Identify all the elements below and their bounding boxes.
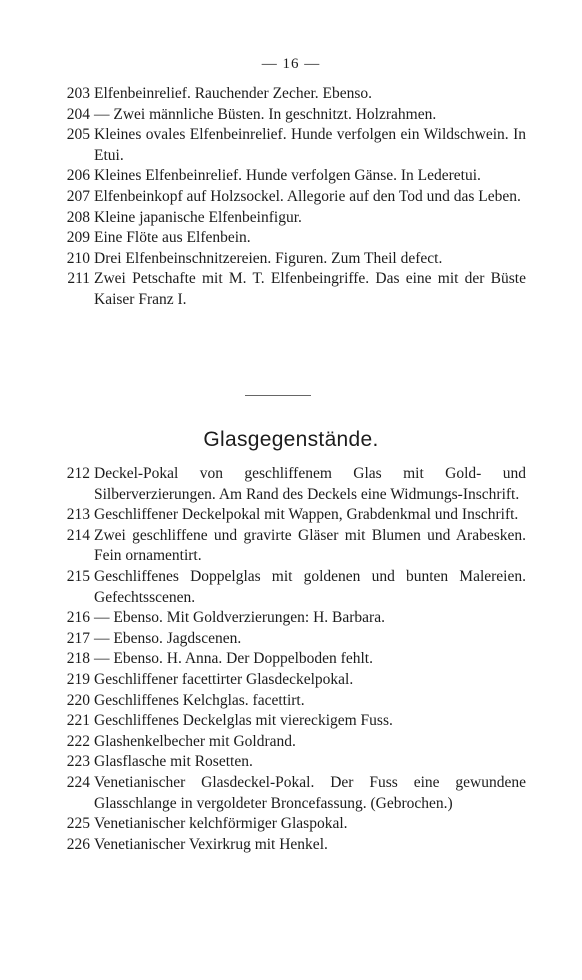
catalog-entry <box>48 526 526 567</box>
catalog-entry <box>48 187 526 208</box>
entry-number: 205 <box>66 126 90 144</box>
entry-list-glass <box>48 464 526 855</box>
entry-number: 203 <box>66 85 90 102</box>
catalog-entry <box>48 752 526 773</box>
entry-text: Drei Elfenbeinschnitzereien. Figuren. Zum Theil defect. <box>94 249 443 267</box>
entry-text: Kleines ovales Elfenbeinrelief. Hunde verfolgen ein Wildschwein. In Etui. <box>94 126 526 164</box>
entry-number: 215 <box>66 567 90 585</box>
entry-number: 221 <box>66 712 90 730</box>
catalog-entry <box>48 691 526 712</box>
entry-list-ivory <box>48 84 526 311</box>
catalog-entry <box>48 629 526 650</box>
entry-text: Elfenbeinkopf auf Holzsockel. Allegorie auf den Tod und das Leben. <box>94 187 521 205</box>
catalog-entry <box>48 814 526 835</box>
entry-number: 211 <box>67 270 90 288</box>
entry-text: Geschliffener Deckelpokal mit Wappen, Grabdenkmal und Inschrift. <box>94 506 519 524</box>
catalog-entry <box>48 567 526 608</box>
entry-text: Venetianischer Vexirkrug mit Henkel. <box>94 835 328 853</box>
entry-text: Elfenbeinrelief. Rauchender Zecher. Ebenso. <box>94 85 373 102</box>
entry-number: 219 <box>66 670 90 688</box>
catalog-entry <box>48 773 526 814</box>
catalog-entry <box>48 228 526 249</box>
entry-text: Deckel-Pokal von geschliffenem Glas mit Gold- und Silberverzierungen. Am Rand des Deckels eine Widmungs-Inschrift. <box>94 465 526 503</box>
catalog-entry <box>48 84 526 105</box>
page-number: — 16 — <box>261 56 321 72</box>
entry-number: 207 <box>66 187 90 205</box>
entry-number: 213 <box>66 506 90 524</box>
catalog-entry <box>48 249 526 270</box>
entry-number: 225 <box>66 815 90 833</box>
entry-text: — Ebenso. H. Anna. Der Doppelboden fehlt. <box>94 650 373 668</box>
entry-number: 223 <box>66 753 90 771</box>
entry-text: Eine Flöte aus Elfenbein. <box>94 229 251 247</box>
entry-text: — Zwei männliche Büsten. In geschnitzt. Holzrahmen. <box>94 105 437 123</box>
entry-text: Geschliffenes Kelchglas. facettirt. <box>94 691 305 709</box>
entry-number: 206 <box>66 167 90 185</box>
entry-text: Zwei Petschafte mit M. T. Elfenbeingriffe. Das eine mit der Büste Kaiser Franz I. <box>94 270 526 308</box>
entry-number: 217 <box>66 629 90 647</box>
entry-text: Venetianischer Glasdeckel-Pokal. Der Fuss eine gewundene Glasschlange in vergoldeter Broncefassung. (Gebrochen.) <box>94 773 526 812</box>
entry-text: — Ebenso. Jagdscenen. <box>94 629 242 647</box>
catalog-entry <box>48 208 526 229</box>
entry-text: Geschliffener facettirter Glasdeckelpokal. <box>94 670 354 688</box>
entry-number: 209 <box>66 229 90 247</box>
entry-text: Zwei geschliffene und gravirte Gläser mit Blumen und Arabesken. Fein ornamentirt. <box>94 526 526 565</box>
catalog-entry <box>48 269 526 310</box>
catalog-entry <box>48 732 526 753</box>
entry-number: 220 <box>66 691 90 709</box>
catalog-entry <box>48 464 526 505</box>
entry-text: Kleine japanische Elfenbeinfigur. <box>94 208 302 226</box>
entry-number: 210 <box>66 249 90 267</box>
entry-number: 226 <box>66 835 90 853</box>
entry-text: Geschliffenes Deckelglas mit viereckigem Fuss. <box>94 712 393 730</box>
entry-number: 214 <box>66 526 90 544</box>
catalog-entry <box>48 649 526 670</box>
catalog-entry <box>48 105 526 126</box>
catalog-entry <box>48 166 526 187</box>
entry-text: — Ebenso. Mit Goldverzierungen: H. Barbara. <box>94 609 385 627</box>
entry-number: 212 <box>66 465 90 482</box>
section-heading: Glasgegenstände. <box>203 428 379 451</box>
catalog-entry <box>48 608 526 629</box>
section-divider <box>245 395 311 396</box>
entry-number: 216 <box>66 609 90 627</box>
entry-text: Glashenkelbecher mit Goldrand. <box>94 732 296 750</box>
catalog-entry <box>48 670 526 691</box>
catalog-entry <box>48 505 526 526</box>
entry-number: 204 <box>66 105 90 123</box>
entry-number: 222 <box>66 732 90 750</box>
entry-number: 208 <box>66 208 90 226</box>
entry-text: Geschliffenes Doppelglas mit goldenen und bunten Malereien. Gefechtsscenen. <box>94 567 526 606</box>
entry-text: Glasflasche mit Rosetten. <box>94 753 253 771</box>
catalog-entry <box>48 711 526 732</box>
entry-text: Venetianischer kelchförmiger Glaspokal. <box>94 815 348 833</box>
catalog-entry <box>48 835 526 856</box>
entry-number: 224 <box>66 773 90 791</box>
entry-text: Kleines Elfenbeinrelief. Hunde verfolgen Gänse. In Lederetui. <box>94 167 481 185</box>
catalog-entry <box>48 125 526 166</box>
entry-number: 218 <box>66 650 90 668</box>
